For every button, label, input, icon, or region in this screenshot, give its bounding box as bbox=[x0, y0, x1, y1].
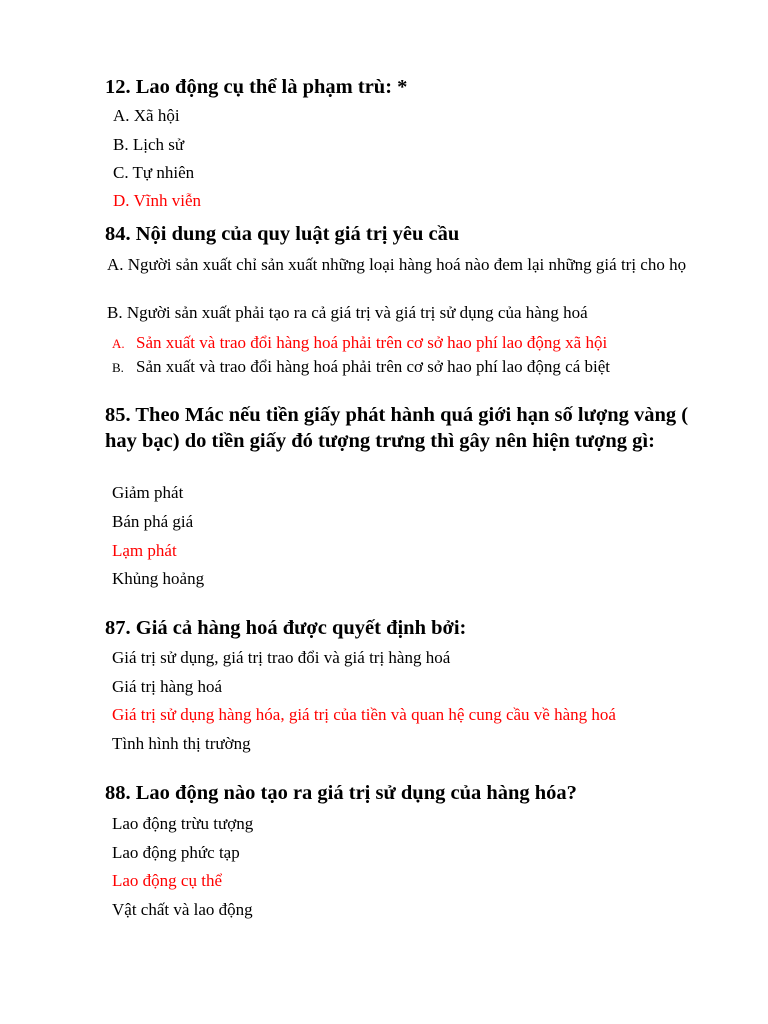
option-2: Giá trị hàng hoá bbox=[112, 677, 222, 696]
option-4: Vật chất và lao động bbox=[112, 900, 253, 919]
option-b: B. Lịch sử bbox=[113, 135, 185, 154]
question-title: 12. Lao động cụ thể là phạm trù: * bbox=[105, 76, 408, 98]
option-c: C. Tự nhiên bbox=[113, 163, 195, 182]
option-text: Sản xuất và trao đổi hàng hoá phải trên cơ sở hao phí lao động xã hội bbox=[136, 333, 608, 352]
question-title: 85. Theo Mác nếu tiền giấy phát hành quá giới hạn số lượng vàng ( hay bạc) do tiền giấy đó tượng trưng thì gây nên hiện tượng gì: bbox=[105, 404, 689, 452]
option-4: Tình hình thị trường bbox=[112, 734, 251, 753]
option-3-correct: Lạm phát bbox=[112, 541, 177, 560]
question-title: 84. Nội dung của quy luật giá trị yêu cầu bbox=[105, 223, 460, 245]
option-a: A. Xã hội bbox=[113, 106, 180, 125]
option-1: Lao động trừu tượng bbox=[112, 814, 254, 833]
option-2: Bán phá giá bbox=[112, 512, 194, 531]
option-2: Lao động phức tạp bbox=[112, 843, 240, 862]
option-a: A. Người sản xuất chỉ sản xuất những loại hàng hoá nào đem lại những giá trị cho họ bbox=[107, 255, 687, 274]
question-title: 88. Lao động nào tạo ra giá trị sử dụng của hàng hóa? bbox=[105, 782, 577, 804]
option-letter: A. bbox=[112, 336, 125, 351]
option-b: B. Người sản xuất phải tạo ra cả giá trị và giá trị sử dụng của hàng hoá bbox=[107, 303, 588, 322]
option-small-a-correct bbox=[112, 332, 607, 355]
option-3-correct: Lao động cụ thể bbox=[112, 871, 222, 890]
option-3-correct: Giá trị sử dụng hàng hóa, giá trị của tiền và quan hệ cung cầu về hàng hoá bbox=[112, 705, 616, 724]
option-d-correct: D. Vĩnh viễn bbox=[113, 191, 201, 210]
option-letter: B. bbox=[112, 360, 124, 375]
option-1: Giảm phát bbox=[112, 483, 184, 502]
option-small-b bbox=[112, 356, 610, 379]
option-4: Khủng hoảng bbox=[112, 569, 205, 588]
option-text: Sản xuất và trao đổi hàng hoá phải trên cơ sở hao phí lao động cá biệt bbox=[136, 357, 611, 376]
question-title: 87. Giá cả hàng hoá được quyết định bởi: bbox=[105, 617, 467, 639]
option-1: Giá trị sử dụng, giá trị trao đổi và giá trị hàng hoá bbox=[112, 648, 451, 667]
